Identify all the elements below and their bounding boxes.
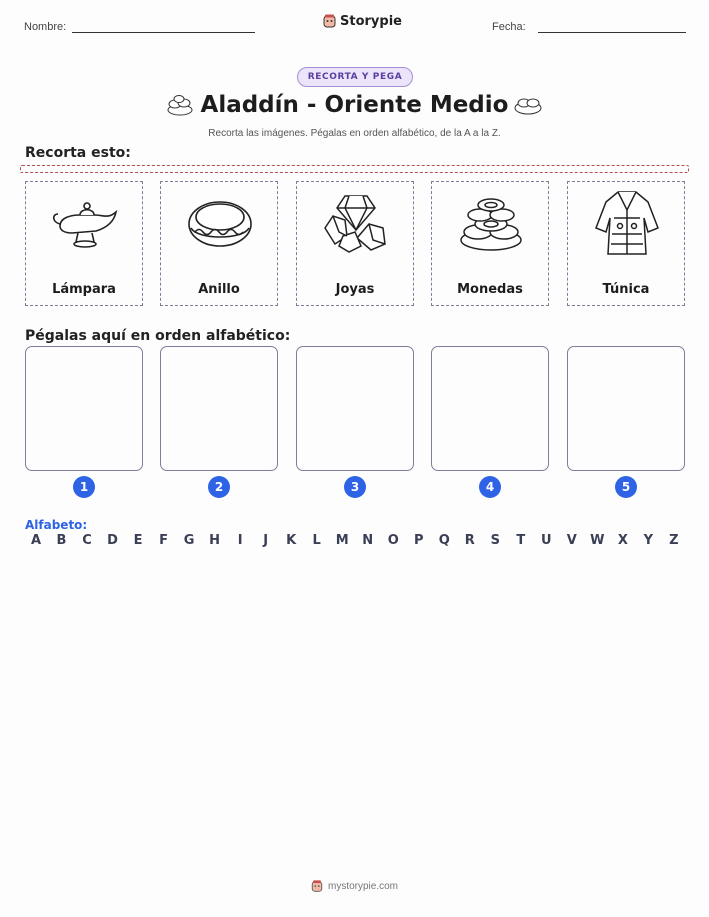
cut-card-coins[interactable] (431, 181, 549, 306)
instructions: Recorta las imágenes. Pégalas en orden alfabético, de la A a la Z. (208, 128, 501, 139)
card-label: Monedas (457, 282, 523, 297)
alphabet-letter: F (159, 533, 169, 548)
alphabet-letter: O (387, 533, 399, 548)
alphabet-letter: S (490, 533, 500, 548)
paste-heading: Pégalas aquí en orden alfabético: (25, 328, 291, 344)
storypie-mascot-icon (323, 14, 336, 29)
cut-card-jewels[interactable] (296, 181, 414, 306)
alphabet-letter: N (362, 533, 374, 548)
card-label: Túnica (602, 282, 650, 297)
alphabet-title: Alfabeto: (25, 518, 88, 532)
slot-number-5: 5 (615, 476, 637, 498)
paste-slot-4[interactable] (431, 346, 549, 471)
alphabet-letter: V (566, 533, 577, 548)
alphabet-letter: G (183, 533, 195, 548)
paste-slot-1[interactable] (25, 346, 143, 471)
cut-card-lamp[interactable] (25, 181, 143, 306)
date-line[interactable] (538, 32, 686, 33)
alphabet-letter: K (286, 533, 297, 548)
alphabet-letter: Z (669, 533, 679, 548)
alphabet-letter: A (30, 533, 42, 548)
footer-url[interactable]: mystorypie.com (327, 881, 398, 892)
alphabet-letter: M (335, 533, 349, 548)
cut-card-ring[interactable] (160, 181, 278, 306)
paste-slot-5[interactable] (567, 346, 685, 471)
slot-number-4: 4 (479, 476, 501, 498)
slot-number-2: 2 (208, 476, 230, 498)
slot-number-1: 1 (73, 476, 95, 498)
card-label: Anillo (198, 282, 240, 297)
alphabet-letter: D (107, 533, 118, 548)
alphabet-letter: I (237, 533, 243, 548)
footer (0, 880, 709, 893)
cut-card-robe[interactable] (567, 181, 685, 306)
paste-slot-3[interactable] (296, 346, 414, 471)
brand-logo (323, 14, 402, 29)
alphabet-letter: U (541, 533, 552, 548)
name-line[interactable] (72, 32, 255, 33)
card-label: Joyas (335, 282, 375, 297)
coin-pile-icon (513, 94, 543, 116)
alphabet-letter: W (590, 533, 605, 548)
robe-icon (592, 188, 662, 258)
alphabet-letter: Q (438, 533, 450, 548)
alphabet-row (25, 533, 685, 551)
coins-icon (456, 188, 526, 258)
alphabet-letter: B (56, 533, 67, 548)
alphabet-letter: X (617, 533, 628, 548)
oil-lamp-icon (50, 188, 120, 258)
brand-name: Storypie (340, 14, 402, 29)
ring-icon (185, 188, 255, 258)
alphabet-letter: T (516, 533, 526, 548)
alphabet-letter: C (82, 533, 92, 548)
alphabet-letter: H (209, 533, 221, 548)
alphabet-letter: R (464, 533, 475, 548)
cut-heading: Recorta esto: (25, 145, 131, 161)
alphabet-letter: Y (643, 533, 654, 548)
page-title: Aladdín - Oriente Medio (200, 92, 509, 118)
name-label: Nombre: (24, 21, 67, 33)
alphabet-letter: L (312, 533, 321, 548)
slot-number-3: 3 (344, 476, 366, 498)
date-label: Fecha: (492, 21, 526, 33)
alphabet-letter: E (133, 533, 143, 548)
cut-line (20, 165, 689, 173)
alphabet-letter: P (413, 533, 424, 548)
card-label: Lámpara (52, 282, 116, 297)
activity-badge: RECORTA Y PEGA (297, 67, 413, 87)
alphabet-letter: J (263, 533, 269, 548)
paste-slot-2[interactable] (160, 346, 278, 471)
storypie-mascot-icon (311, 880, 323, 893)
jewels-icon (321, 188, 391, 258)
